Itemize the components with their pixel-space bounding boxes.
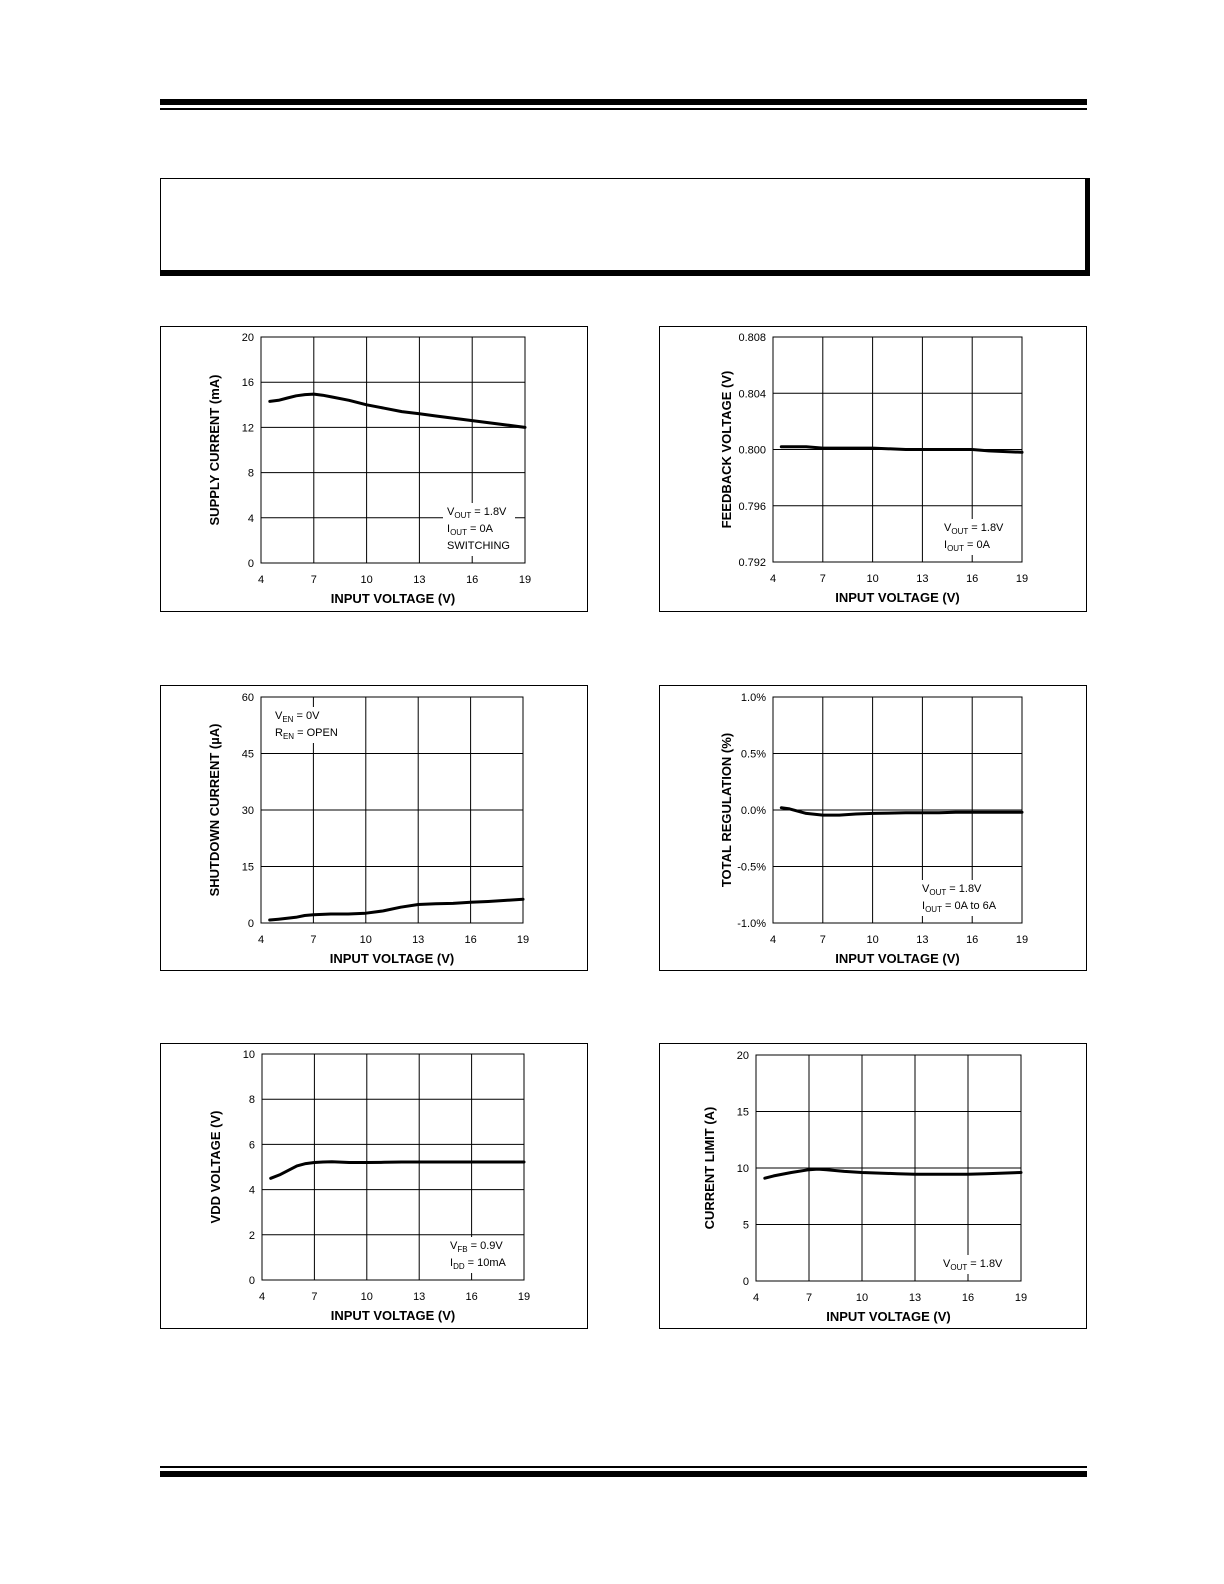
x-tick-label: 19 [1015,934,1029,946]
y-tick-label: 0.0% [740,805,766,817]
x-tick-label: 13 [916,934,929,946]
x-tick-label: 7 [805,1292,813,1304]
condition-annotation: $V_{OUT} = 1.8V$ [943,1258,1003,1272]
y-tick-label: -0.5% [737,861,766,874]
y-tick-label: 20 [736,1050,749,1062]
x-tick-label: 16 [966,573,979,585]
y-tick-label: 0.5% [740,748,766,761]
x-axis-title: INPUT VOLTAGE (V) [329,951,455,966]
x-tick-label: 16 [966,934,979,946]
header-rule-thin [160,108,1087,110]
x-tick-label: 10 [360,574,373,586]
y-tick-label: 0 [742,1276,749,1288]
x-tick-label: 10 [866,573,879,585]
chart-panel-vdd-voltage [160,1043,588,1329]
x-tick-label: 13 [413,1291,426,1303]
chart-panel-supply-current [160,326,588,612]
condition-annotation: SWITCHING [447,540,510,552]
y-tick-label: 45 [241,748,254,761]
x-tick-label: 19 [1014,1292,1028,1304]
y-tick-label: 12 [241,422,254,435]
series-line [270,394,525,427]
x-tick-label: 10 [359,934,372,946]
y-tick-label: 0.800 [738,444,766,457]
y-axis-title: SUPPLY CURRENT (mA) [207,374,222,526]
x-tick-label: 10 [855,1292,869,1304]
x-tick-label: 10 [866,934,879,946]
x-axis-title: INPUT VOLTAGE (V) [330,1308,456,1323]
y-tick-label: 15 [736,1106,749,1119]
chart-svg [660,1044,1086,1328]
series-line [270,899,523,920]
condition-annotation: $V_{OUT} = 1.8V$ [944,522,1004,536]
y-tick-label: 0.808 [738,332,766,344]
y-tick-label: 8 [248,1094,255,1107]
x-tick-label: 13 [908,1292,922,1304]
y-tick-label: 8 [247,467,254,480]
y-axis-title: TOTAL REGULATION (%) [719,732,734,888]
y-tick-label: -1.0% [737,918,766,930]
figure-title-box [160,178,1086,271]
condition-annotation: $I_{DD} = 10mA$ [450,1257,506,1271]
chart-svg [161,1044,587,1328]
x-tick-label: 4 [752,1292,760,1304]
y-tick-label: 0.792 [738,557,766,569]
x-tick-label: 16 [465,1291,478,1303]
x-axis-title: INPUT VOLTAGE (V) [330,591,456,606]
x-tick-label: 7 [819,934,826,946]
condition-annotation: $R_{EN}$ = OPEN [275,727,338,741]
series-line [765,1169,1021,1178]
x-tick-label: 4 [769,573,777,585]
y-axis-title: FEEDBACK VOLTAGE (V) [719,370,734,529]
x-tick-label: 19 [1015,573,1029,585]
chart-panel-current-limit [659,1043,1087,1329]
x-tick-label: 13 [413,574,426,586]
y-tick-label: 2 [248,1229,255,1242]
y-axis-title: CURRENT LIMIT (A) [702,1106,717,1230]
x-axis-title: INPUT VOLTAGE (V) [835,951,960,966]
series-line [781,808,1022,815]
header-rule-thick [160,99,1087,105]
x-tick-label: 7 [819,573,826,585]
x-tick-label: 13 [916,573,929,585]
y-tick-label: 0 [248,1275,255,1287]
x-tick-label: 7 [310,934,317,946]
y-tick-label: 10 [242,1049,255,1061]
y-tick-label: 15 [241,861,254,874]
x-tick-label: 16 [466,574,479,586]
x-tick-label: 16 [464,934,477,946]
condition-annotation: $V_{OUT} = 1.8V$ [447,506,507,520]
x-tick-label: 4 [769,934,777,946]
x-tick-label: 4 [258,1291,266,1303]
title-box-shadow-bottom [160,270,1090,276]
footer-rule-thin [160,1466,1087,1468]
condition-annotation: $V_{OUT} = 1.8V$ [922,883,982,897]
condition-annotation: $I_{OUT} = 0A$ [447,523,493,537]
y-tick-label: 30 [241,805,254,817]
condition-annotation: $I_{OUT} = 0A$ to 6A [922,900,997,914]
y-axis-title: VDD VOLTAGE (V) [208,1110,223,1224]
x-tick-label: 10 [360,1291,373,1303]
y-tick-label: 10 [736,1163,749,1175]
y-axis-title: SHUTDOWN CURRENT (µA) [207,723,222,897]
y-tick-label: 0 [247,558,254,570]
y-tick-label: 4 [247,512,254,525]
x-tick-label: 7 [311,1291,318,1303]
condition-annotation: $V_{EN} = 0V$ [275,710,320,724]
y-tick-label: 20 [241,332,254,344]
x-tick-label: 16 [961,1292,975,1304]
x-axis-title: INPUT VOLTAGE (V) [835,590,960,605]
y-tick-label: 4 [248,1184,255,1197]
x-tick-label: 19 [516,934,530,946]
x-tick-label: 19 [518,574,532,586]
condition-annotation: $I_{OUT} = 0A$ [944,539,990,553]
x-tick-label: 7 [310,574,317,586]
y-tick-label: 0.796 [738,500,766,513]
y-tick-label: 6 [248,1139,255,1152]
chart-svg [161,327,587,611]
y-tick-label: 1.0% [740,692,766,704]
x-tick-label: 4 [257,934,265,946]
y-tick-label: 0.804 [738,388,766,401]
x-tick-label: 19 [517,1291,531,1303]
x-tick-label: 13 [412,934,425,946]
y-tick-label: 16 [241,377,254,390]
x-axis-title: INPUT VOLTAGE (V) [826,1309,951,1324]
y-tick-label: 60 [241,692,254,704]
chart-panel-total-regulation [659,685,1087,971]
chart-panel-feedback-voltage [659,326,1087,612]
chart-panel-shutdown-current [160,685,588,971]
chart-svg [660,686,1086,970]
chart-svg [161,686,587,970]
y-tick-label: 5 [742,1219,749,1232]
footer-rule-thick [160,1471,1087,1477]
y-tick-label: 0 [247,918,254,930]
x-tick-label: 4 [257,574,265,586]
condition-annotation: $V_{FB} = 0.9V$ [450,1240,503,1254]
title-box-shadow [1085,178,1090,276]
series-line [271,1162,524,1179]
chart-svg [660,327,1086,611]
